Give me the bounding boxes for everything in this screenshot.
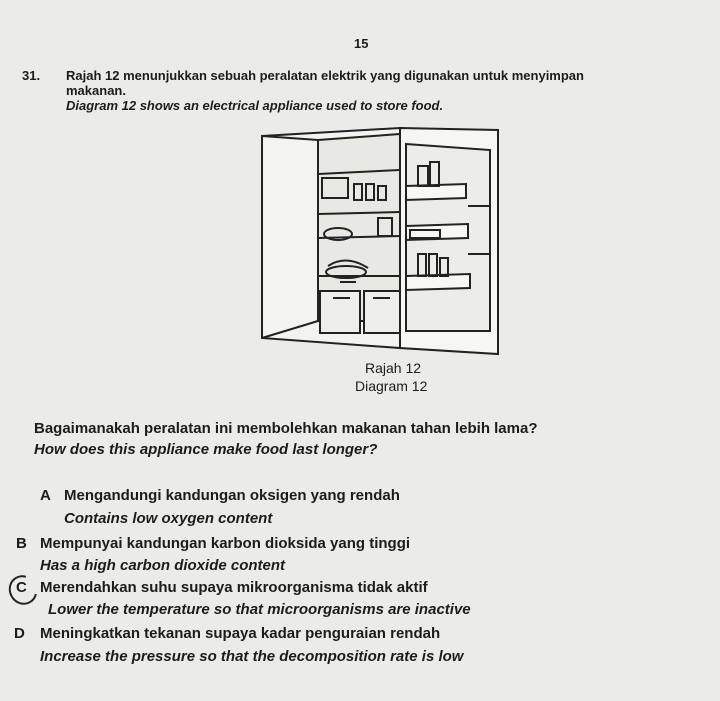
- figure-caption-en: Diagram 12: [355, 378, 428, 394]
- option-a-ms: Mengandungi kandungan oksigen yang rendah: [64, 487, 400, 504]
- question-number: 31.: [22, 68, 41, 83]
- option-b-en: Has a high carbon dioxide content: [40, 557, 286, 574]
- option-b-letter: B: [16, 535, 27, 552]
- figure-caption-ms: Rajah 12: [365, 360, 422, 376]
- option-a-letter: A: [40, 487, 51, 504]
- prompt-ms: Bagaimanakah peralatan ini membolehkan makanan tahan lebih lama?: [34, 420, 538, 437]
- option-d-en: Increase the pressure so that the decomposition rate is low: [40, 648, 464, 665]
- prompt-en: How does this appliance make food last longer?: [34, 441, 378, 458]
- option-d-letter: D: [14, 625, 25, 642]
- option-d-ms: Meningkatkan tekanan supaya kadar penguraian rendah: [40, 625, 441, 642]
- question-stem-ms-line2: makanan.: [66, 83, 126, 98]
- refrigerator-icon: [258, 126, 508, 356]
- option-c-en: Lower the temperature so that microorganisms are inactive: [48, 601, 471, 618]
- option-c-letter: C: [16, 579, 27, 596]
- question-stem-ms-line1: Rajah 12 menunjukkan sebuah peralatan elektrik yang digunakan untuk menyimpan: [66, 68, 584, 83]
- option-a-en: Contains low oxygen content: [64, 510, 273, 527]
- page-number: 15: [354, 36, 369, 51]
- option-b-ms: Mempunyai kandungan karbon dioksida yang tinggi: [40, 535, 411, 552]
- option-c-ms: Merendahkan suhu supaya mikroorganisma tidak aktif: [40, 579, 428, 596]
- question-stem-en: Diagram 12 shows an electrical appliance used to store food.: [66, 98, 444, 113]
